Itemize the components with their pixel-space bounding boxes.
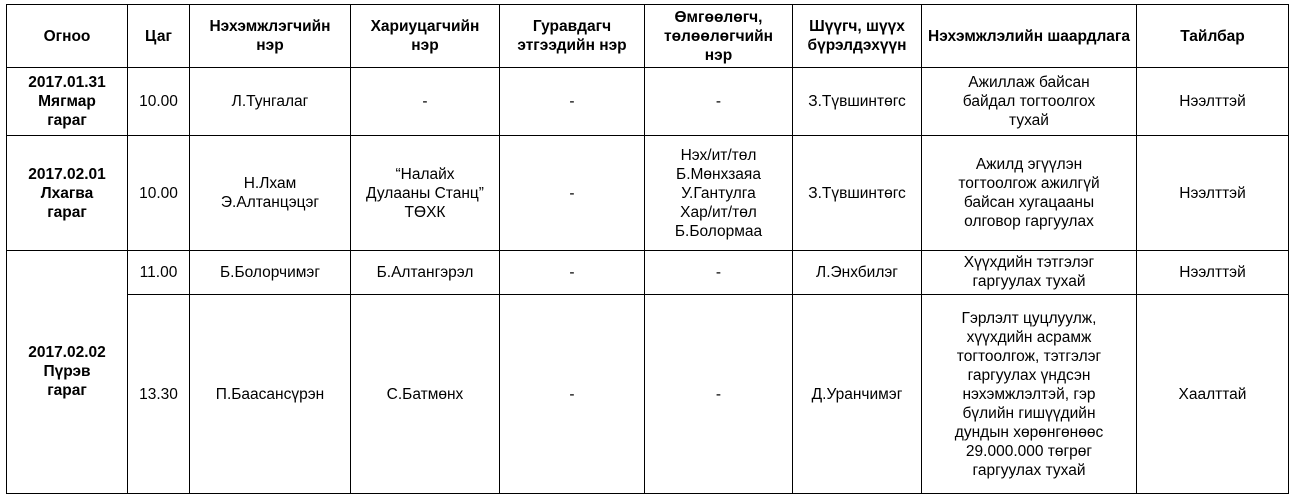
table-row xyxy=(7,136,1289,251)
third-party-cell: - xyxy=(500,68,645,136)
header-advocate: Өмгөөлөгч, төлөөлөгчийн нэр xyxy=(645,5,793,68)
court-schedule-table xyxy=(6,4,1289,494)
header-note: Тайлбар xyxy=(1137,5,1289,68)
third-party-cell: - xyxy=(500,250,645,294)
judge-cell: З.Түвшинтөгс xyxy=(793,68,922,136)
header-plaintiff: Нэхэмжлэгчийн нэр xyxy=(190,5,351,68)
header-third-party: Гуравдагч этгээдийн нэр xyxy=(500,5,645,68)
advocate-cell xyxy=(645,136,793,251)
note-cell: Хаалттай xyxy=(1137,295,1289,494)
claim-text: Ажилд эгүүлэн тогтоолгож ажилгүй байсан хугацааны олговор гаргуулах xyxy=(958,156,1100,231)
claim-text: Хүүхдийн тэтгэлэг гаргуулах тухай xyxy=(963,254,1095,291)
plaintiff-text: Н.Лхам Э.Алтанцэцэг xyxy=(220,175,320,212)
advocate-cell: - xyxy=(645,68,793,136)
date-cell xyxy=(7,68,128,136)
advocate-text: Нэх/ит/төл Б.Мөнхзаяа У.Гантулга Хар/ит/төл Б.Болормаа xyxy=(674,146,763,240)
note-cell: Нээлттэй xyxy=(1137,250,1289,294)
date-text: 2017.02.02 Пүрэв гараг xyxy=(28,344,106,400)
defendant-text: “Налайх Дулааны Станц” ТӨХК xyxy=(366,165,484,221)
claim-cell xyxy=(922,295,1137,494)
defendant-cell: - xyxy=(351,68,500,136)
claim-cell xyxy=(922,68,1137,136)
defendant-cell: Б.Алтангэрэл xyxy=(351,250,500,294)
table-row xyxy=(7,295,1289,494)
claim-text: Гэрлэлт цуцлуулж, хүүхдийн асрамж тогтоолгож, тэтгэлэг гаргуулах үндсэн нэхэмжлэлтэй, гэр бүлийн гишүүдийн дундын хөрөнгөнөөс 29.000.000 төгрөг гаргуулах тухай xyxy=(954,309,1104,479)
plaintiff-cell xyxy=(190,136,351,251)
claim-cell xyxy=(922,136,1137,251)
claim-cell xyxy=(922,250,1137,294)
time-cell: 13.30 xyxy=(128,295,190,494)
judge-cell: Л.Энхбилэг xyxy=(793,250,922,294)
date-cell xyxy=(7,136,128,251)
third-party-cell: - xyxy=(500,295,645,494)
header-defendant: Хариуцагчийн нэр xyxy=(351,5,500,68)
plaintiff-cell: Л.Тунгалаг xyxy=(190,68,351,136)
time-cell: 10.00 xyxy=(128,68,190,136)
defendant-cell xyxy=(351,136,500,251)
header-time: Цаг xyxy=(128,5,190,68)
date-text: 2017.01.31 Мягмар гараг xyxy=(28,74,106,130)
header-claim: Нэхэмжлэлийн шаардлага xyxy=(922,5,1137,68)
advocate-cell: - xyxy=(645,250,793,294)
judge-cell: З.Түвшинтөгс xyxy=(793,136,922,251)
table-row xyxy=(7,68,1289,136)
header-date: Огноо xyxy=(7,5,128,68)
time-cell: 10.00 xyxy=(128,136,190,251)
judge-cell: Д.Уранчимэг xyxy=(793,295,922,494)
third-party-cell: - xyxy=(500,136,645,251)
advocate-cell: - xyxy=(645,295,793,494)
claim-text: Ажиллаж байсан байдал тогтоолгох тухай xyxy=(962,74,1096,130)
note-cell: Нээлттэй xyxy=(1137,136,1289,251)
time-cell: 11.00 xyxy=(128,250,190,294)
header-judge: Шүүгч, шүүх бүрэлдэхүүн xyxy=(793,5,922,68)
header-row xyxy=(7,5,1289,68)
plaintiff-cell: П.Баасансүрэн xyxy=(190,295,351,494)
table-row xyxy=(7,250,1289,294)
defendant-cell: С.Батмөнх xyxy=(351,295,500,494)
plaintiff-cell: Б.Болорчимэг xyxy=(190,250,351,294)
date-text: 2017.02.01 Лхагва гараг xyxy=(28,165,106,221)
note-cell: Нээлттэй xyxy=(1137,68,1289,136)
date-cell xyxy=(7,250,128,493)
